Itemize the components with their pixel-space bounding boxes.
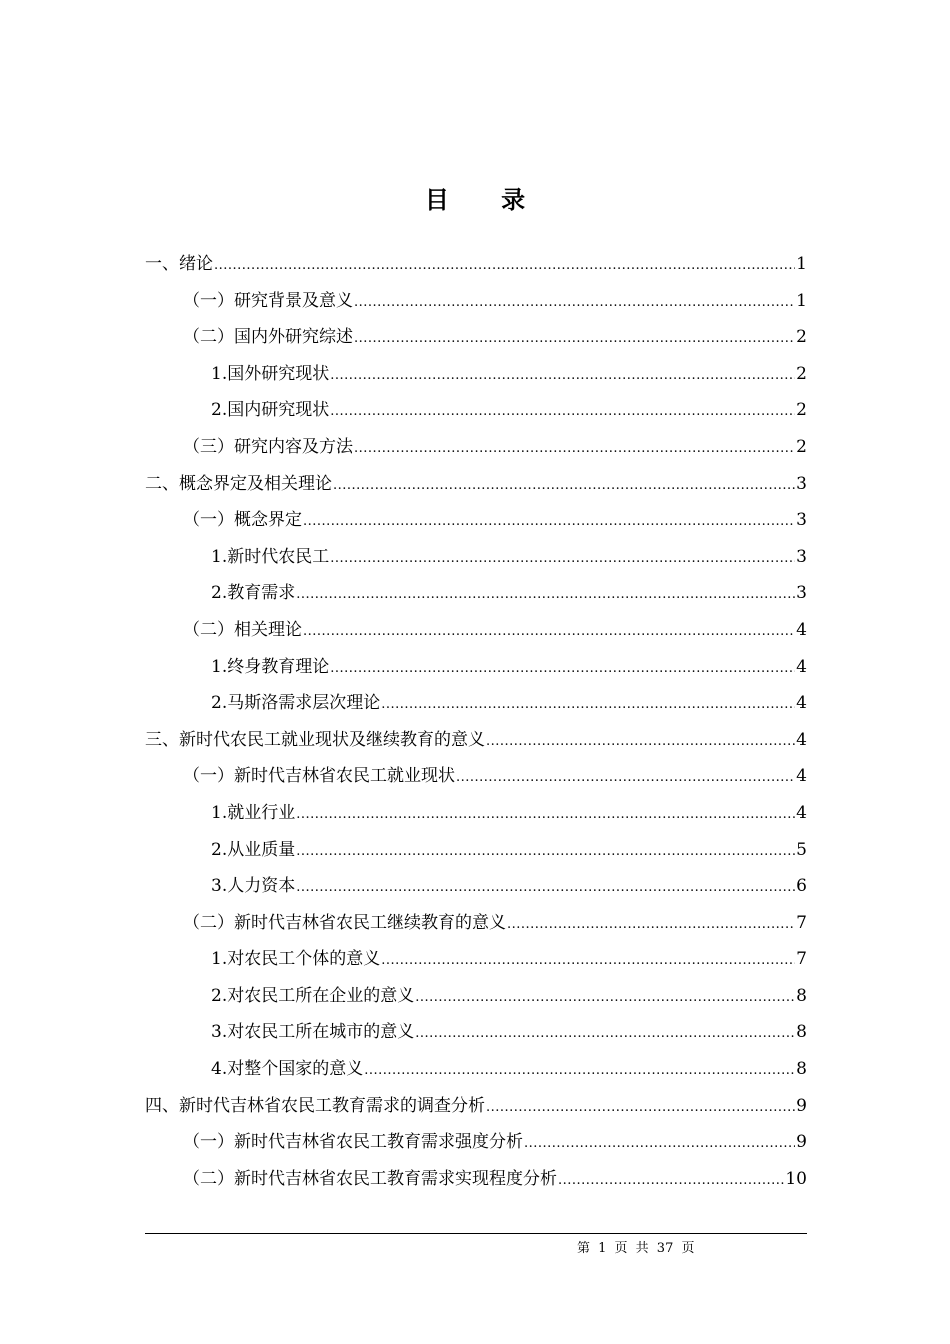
dot-leader (296, 797, 795, 834)
toc-entry-title: 二、概念界定及相关理论 (145, 473, 332, 494)
dot-leader (381, 687, 795, 724)
toc-entry[interactable] (145, 978, 807, 1015)
toc-entry-page-number: 6 (796, 876, 807, 897)
dot-leader (354, 431, 795, 468)
toc-entry[interactable] (145, 795, 807, 832)
toc-entry[interactable] (145, 1124, 807, 1161)
toc-entry[interactable] (145, 649, 807, 686)
toc-entry-page-number: 1 (796, 254, 807, 274)
footer-divider (145, 1233, 807, 1234)
toc-entry[interactable] (145, 1088, 807, 1125)
toc-entry-page-number: 8 (796, 985, 807, 1006)
toc-entry-title: （一）新时代吉林省农民工就业现状 (183, 766, 455, 787)
toc-entry-title: （二）新时代吉林省农民工继续教育的意义 (183, 912, 506, 933)
toc-entry-page-number: 9 (796, 1132, 807, 1153)
toc-entry-title: 2.教育需求 (211, 583, 296, 604)
toc-entry-page-number: 2 (796, 436, 807, 457)
toc-entry-page-number: 4 (796, 766, 807, 787)
toc-entry-title: 1.国外研究现状 (211, 363, 330, 384)
dot-leader (507, 907, 795, 944)
dot-leader (296, 834, 795, 871)
toc-entry-page-number: 7 (796, 949, 807, 970)
toc-entry-page-number: 10 (785, 1168, 807, 1189)
dot-leader (330, 394, 795, 431)
dot-leader (330, 358, 795, 395)
toc-entry[interactable] (145, 832, 807, 869)
dot-leader (296, 577, 795, 614)
toc-entry-page-number: 4 (796, 729, 807, 750)
toc-entry-title: （三）研究内容及方法 (183, 436, 353, 457)
toc-entry-title: 三、新时代农民工就业现状及继续教育的意义 (145, 729, 485, 750)
dot-leader (456, 760, 795, 797)
dot-leader (415, 980, 795, 1017)
toc-entry[interactable] (145, 1051, 807, 1088)
toc-entry[interactable] (145, 575, 807, 612)
toc-entry[interactable] (145, 905, 807, 942)
toc-entry-title: 2.国内研究现状 (211, 400, 330, 421)
toc-entry[interactable] (145, 1161, 807, 1198)
toc-entry-page-number: 8 (796, 1022, 807, 1043)
toc-entry-page-number: 2 (796, 363, 807, 384)
toc-entry-page-number: 4 (796, 802, 807, 823)
toc-entry-page-number: 1 (796, 290, 807, 311)
toc-entry[interactable] (145, 356, 807, 393)
toc-entry-title: 3.人力资本 (211, 876, 296, 897)
toc-entry-page-number: 4 (796, 693, 807, 714)
toc-entry[interactable] (145, 612, 807, 649)
toc-entry-page-number: 3 (796, 510, 807, 531)
dot-leader (333, 468, 795, 505)
dot-leader (214, 248, 795, 285)
toc-entry-page-number: 8 (796, 1059, 807, 1080)
toc-entry-title: 1.新时代农民工 (211, 546, 330, 567)
dot-leader (330, 651, 795, 688)
toc-entry-page-number: 3 (796, 473, 807, 494)
toc-entry[interactable] (145, 466, 807, 503)
toc-entry-title: 2.马斯洛需求层次理论 (211, 693, 381, 714)
dot-leader (486, 1090, 795, 1127)
toc-entry-page-number: 2 (796, 327, 807, 348)
dot-leader (303, 614, 795, 651)
dot-leader (558, 1163, 784, 1200)
toc-entry-page-number: 7 (796, 912, 807, 933)
toc-entry-title: 1.终身教育理论 (211, 656, 330, 677)
toc-entry[interactable] (145, 758, 807, 795)
page-number-footer: 第 1 页 共 37 页 (577, 1241, 695, 1256)
table-of-contents (145, 246, 807, 1197)
toc-entry[interactable] (145, 283, 807, 320)
toc-entry[interactable] (145, 246, 807, 283)
toc-entry-title: 四、新时代吉林省农民工教育需求的调查分析 (145, 1095, 485, 1116)
page-title: 目 录 (424, 185, 548, 214)
toc-entry-title: （一）新时代吉林省农民工教育需求强度分析 (183, 1132, 523, 1153)
toc-entry-title: 一、绪论 (145, 254, 213, 274)
dot-leader (364, 1053, 795, 1090)
toc-entry-page-number: 2 (796, 400, 807, 421)
dot-leader (415, 1016, 795, 1053)
toc-entry-title: 1.对农民工个体的意义 (211, 949, 381, 970)
toc-entry-page-number: 4 (796, 656, 807, 677)
toc-entry[interactable] (145, 1014, 807, 1051)
toc-entry[interactable] (145, 319, 807, 356)
dot-leader (486, 724, 795, 761)
toc-entry-page-number: 5 (796, 839, 807, 860)
toc-entry-title: （二）国内外研究综述 (183, 327, 353, 348)
toc-entry[interactable] (145, 502, 807, 539)
toc-entry[interactable] (145, 539, 807, 576)
toc-entry[interactable] (145, 685, 807, 722)
toc-entry[interactable] (145, 722, 807, 759)
toc-entry-title: 1.就业行业 (211, 802, 296, 823)
dot-leader (354, 285, 795, 322)
toc-entry[interactable] (145, 868, 807, 905)
toc-entry[interactable] (145, 392, 807, 429)
toc-entry-title: 2.从业质量 (211, 839, 296, 860)
toc-entry-title: （一）研究背景及意义 (183, 290, 353, 311)
toc-entry-page-number: 4 (796, 619, 807, 640)
toc-entry-title: （二）相关理论 (183, 619, 302, 640)
toc-entry-title: 3.对农民工所在城市的意义 (211, 1022, 415, 1043)
toc-entry-page-number: 3 (796, 546, 807, 567)
toc-entry-page-number: 9 (796, 1095, 807, 1116)
dot-leader (296, 870, 795, 907)
toc-entry-title: （一）概念界定 (183, 510, 302, 531)
toc-entry-page-number: 3 (796, 583, 807, 604)
dot-leader (524, 1126, 795, 1163)
dot-leader (381, 943, 795, 980)
toc-entry-title: 2.对农民工所在企业的意义 (211, 985, 415, 1006)
toc-entry[interactable] (145, 941, 807, 978)
toc-entry[interactable] (145, 429, 807, 466)
dot-leader (354, 321, 795, 358)
toc-entry-title: 4.对整个国家的意义 (211, 1059, 364, 1080)
toc-entry-title: （二）新时代吉林省农民工教育需求实现程度分析 (183, 1168, 557, 1189)
dot-leader (330, 541, 795, 578)
dot-leader (303, 504, 795, 541)
